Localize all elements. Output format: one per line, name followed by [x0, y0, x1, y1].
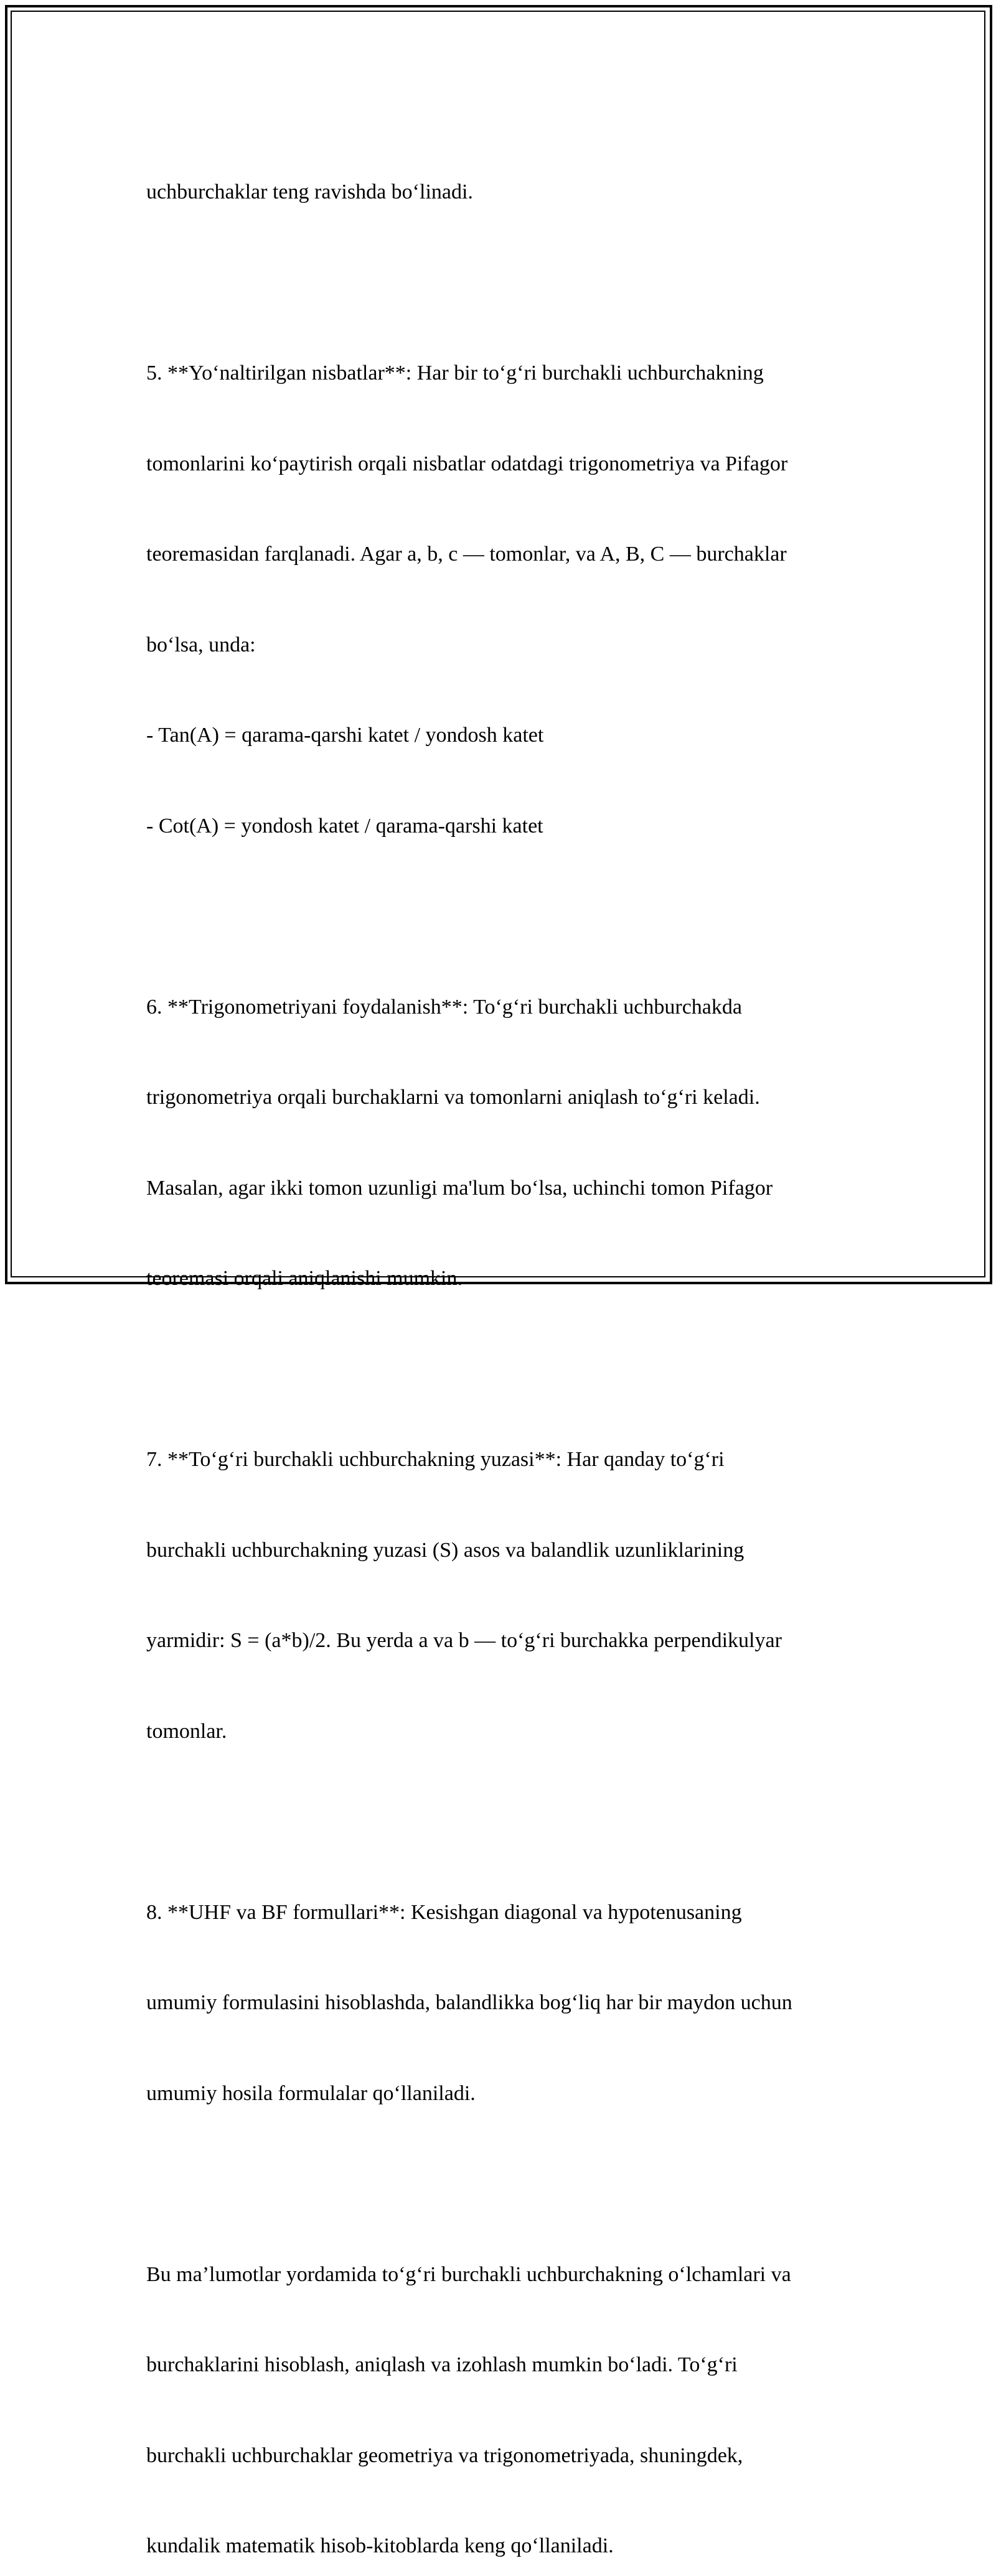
- paragraph-item-6: [146, 932, 850, 1355]
- text-line: tomonlar.: [146, 1717, 850, 1747]
- text-line: uchburchaklar teng ravishda bo‘linadi.: [146, 177, 850, 208]
- text-line: trigonometriya orqali burchaklarni va tomonlarni aniqlash to‘g‘ri keladi.: [146, 1083, 850, 1113]
- text-line: kundalik matematik hisob-kitoblarda keng qo‘llaniladi.: [146, 2531, 850, 2562]
- text-line: 8. **UHF va BF formullari**: Kesishgan diagonal va hypotenusaning: [146, 1898, 850, 1928]
- list-line-cot: - Cot(A) = yondosh katet / qarama-qarshi katet: [146, 811, 850, 842]
- text-line: yarmidir: S = (a*b)/2. Bu yerda a va b — to‘g‘ri burchakka perpendikulyar: [146, 1626, 850, 1656]
- text-line: burchaklarini hisoblash, aniqlash va izohlash mumkin bo‘ladi. To‘g‘ri: [146, 2350, 850, 2381]
- text-line: umumiy hosila formulalar qo‘llaniladi.: [146, 2079, 850, 2109]
- paragraph-item-8: [146, 1837, 850, 2170]
- paragraph-conclusion: [146, 2200, 850, 2576]
- text-line: Bu ma’lumotlar yordamida to‘g‘ri burchakli uchburchakning o‘lchamlari va: [146, 2260, 850, 2290]
- paragraph-continuation: [146, 117, 850, 268]
- paragraph-item-5: [146, 298, 850, 902]
- text-line: teoremasi orqali aniqlanishi mumkin.: [146, 1264, 850, 1294]
- text-line: Masalan, agar ikki tomon uzunligi ma'lum bo‘lsa, uchinchi tomon Pifagor: [146, 1174, 850, 1204]
- text-line: 7. **To‘g‘ri burchakli uchburchakning yuzasi**: Har qanday to‘g‘ri: [146, 1445, 850, 1475]
- paragraph-item-7: [146, 1384, 850, 1807]
- text-line: bo‘lsa, unda:: [146, 630, 850, 661]
- text-line: burchakli uchburchaklar geometriya va trigonometriyada, shuningdek,: [146, 2441, 850, 2471]
- text-line: 6. **Trigonometriyani foydalanish**: To‘g‘ri burchakli uchburchakda: [146, 992, 850, 1023]
- text-line: umumiy formulasini hisoblashda, balandlikka bog‘liq har bir maydon uchun: [146, 1988, 850, 2018]
- document-body: [146, 117, 850, 2576]
- text-line: burchakli uchburchakning yuzasi (S) asos va balandlik uzunliklarining: [146, 1536, 850, 1566]
- list-line-tan: - Tan(A) = qarama-qarshi katet / yondosh katet: [146, 721, 850, 751]
- text-line: teoremasidan farqlanadi. Agar a, b, c — tomonlar, va A, B, C — burchaklar: [146, 539, 850, 570]
- text-line: tomonlarini ko‘paytirish orqali nisbatlar odatdagi trigonometriya va Pifagor: [146, 449, 850, 480]
- text-line: 5. **Yo‘naltirilgan nisbatlar**: Har bir to‘g‘ri burchakli uchburchakning: [146, 358, 850, 389]
